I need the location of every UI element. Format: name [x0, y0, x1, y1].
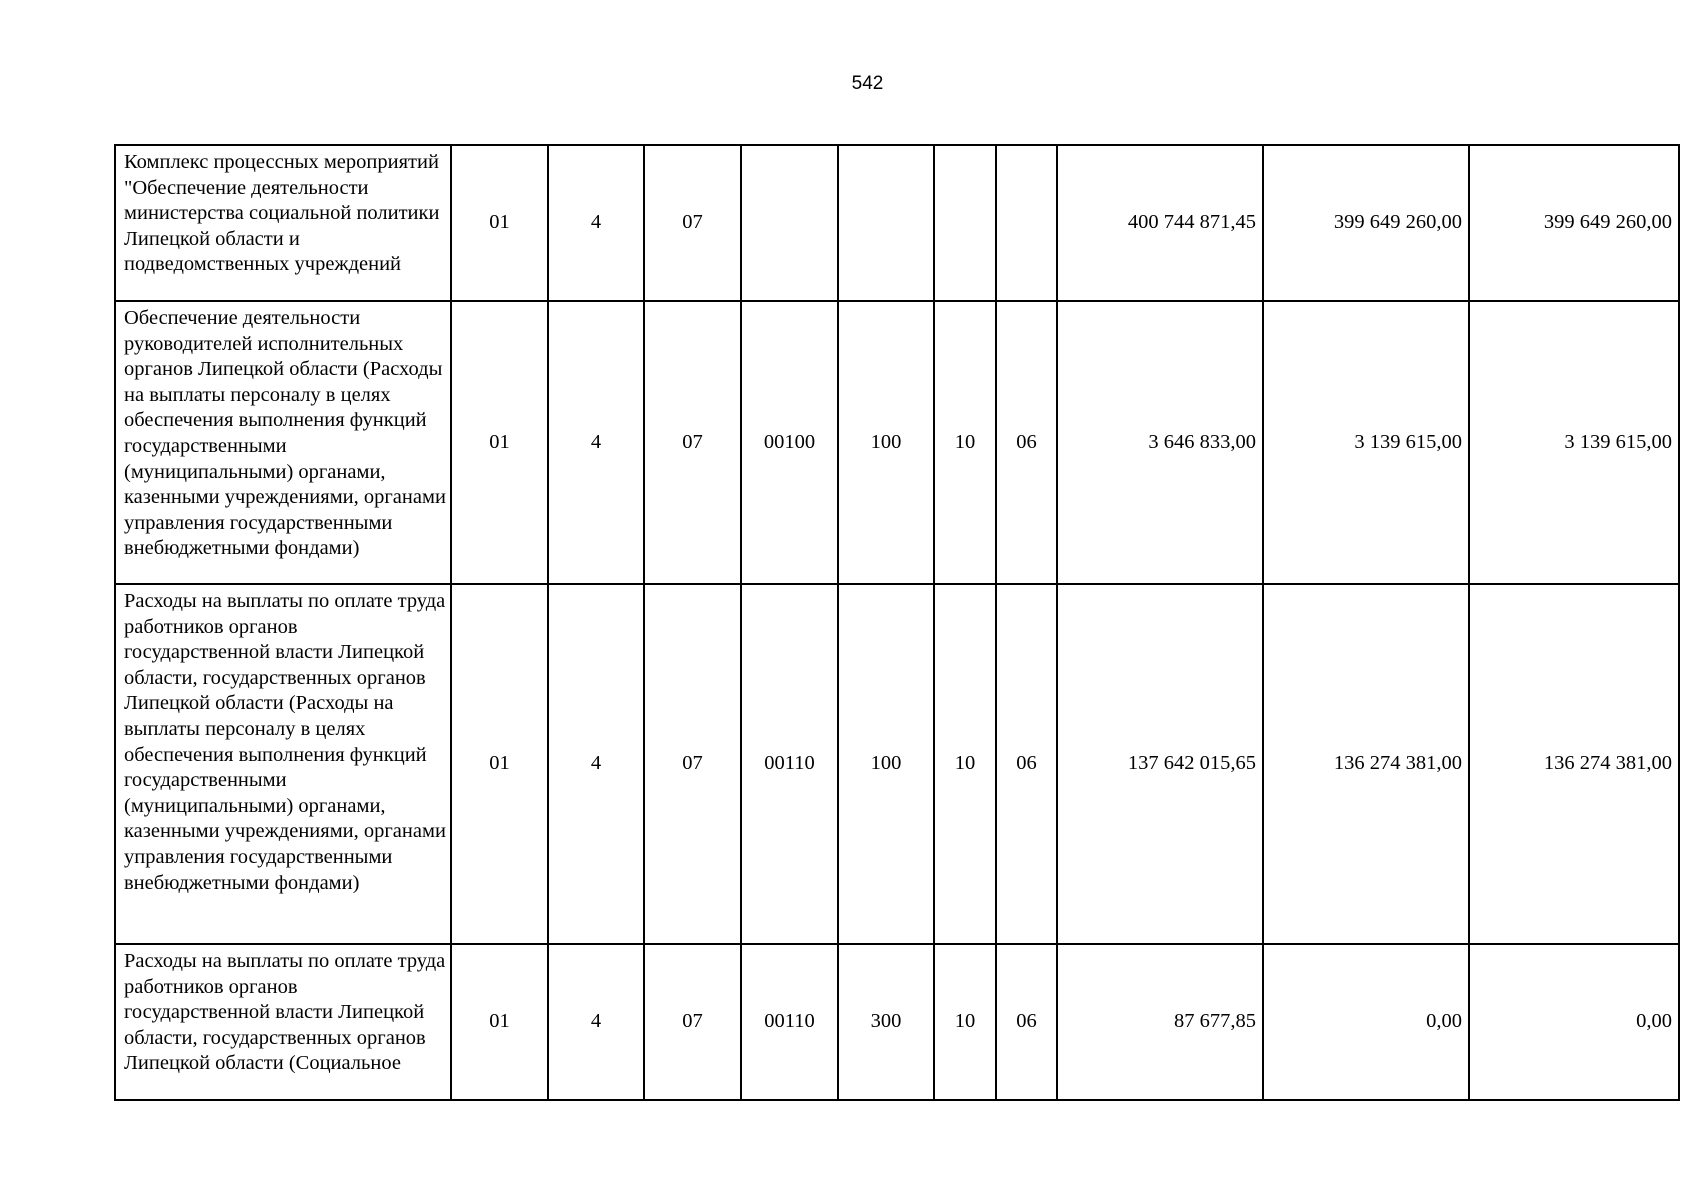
budget-table	[114, 144, 1680, 1101]
code-cell-6: 10	[934, 301, 996, 584]
code-cell-3: 07	[644, 301, 741, 584]
code-cell-6: 10	[934, 944, 996, 1100]
code-cell-3: 07	[644, 145, 741, 301]
code-cell-7: 06	[996, 944, 1057, 1100]
code-cell-5	[838, 145, 934, 301]
code-cell-6	[934, 145, 996, 301]
code-cell-4	[741, 145, 838, 301]
code-cell-3: 07	[644, 584, 741, 944]
row-description: Комплекс процессных мероприятий "Обеспечение деятельности министерства социальной политики Липецкой области и подведомственных учреждений	[115, 145, 451, 301]
code-cell-2: 4	[548, 944, 644, 1100]
code-cell-4: 00100	[741, 301, 838, 584]
code-cell-2: 4	[548, 584, 644, 944]
code-cell-5: 100	[838, 584, 934, 944]
code-cell-2: 4	[548, 301, 644, 584]
amount-cell-2: 399 649 260,00	[1263, 145, 1469, 301]
amount-cell-3: 3 139 615,00	[1469, 301, 1679, 584]
amount-cell-3: 399 649 260,00	[1469, 145, 1679, 301]
code-cell-7	[996, 145, 1057, 301]
amount-cell-3: 0,00	[1469, 944, 1679, 1100]
code-cell-5: 100	[838, 301, 934, 584]
code-cell-7: 06	[996, 301, 1057, 584]
amount-cell-1: 87 677,85	[1057, 944, 1263, 1100]
table-row	[115, 584, 1679, 944]
amount-cell-2: 3 139 615,00	[1263, 301, 1469, 584]
code-cell-1: 01	[451, 584, 548, 944]
row-description: Расходы на выплаты по оплате труда работников органов государственной власти Липецкой области, государственных органов Липецкой области (Расходы на выплаты персоналу в целях обеспечения выполнения функций государственными (муниципальными) органами, казенными учреждениями, органами управления государственными внебюджетными фондами)	[115, 584, 451, 944]
code-cell-3: 07	[644, 944, 741, 1100]
code-cell-6: 10	[934, 584, 996, 944]
code-cell-5: 300	[838, 944, 934, 1100]
row-description: Расходы на выплаты по оплате труда работников органов государственной власти Липецкой области, государственных органов Липецкой области (Социальное	[115, 944, 451, 1100]
page-number: 542	[851, 73, 884, 94]
table-row	[115, 145, 1679, 301]
code-cell-1: 01	[451, 145, 548, 301]
code-cell-1: 01	[451, 301, 548, 584]
amount-cell-3: 136 274 381,00	[1469, 584, 1679, 944]
amount-cell-2: 0,00	[1263, 944, 1469, 1100]
code-cell-4: 00110	[741, 584, 838, 944]
code-cell-7: 06	[996, 584, 1057, 944]
amount-cell-2: 136 274 381,00	[1263, 584, 1469, 944]
code-cell-4: 00110	[741, 944, 838, 1100]
table-row	[115, 944, 1679, 1100]
table-row	[115, 301, 1679, 584]
amount-cell-1: 137 642 015,65	[1057, 584, 1263, 944]
amount-cell-1: 3 646 833,00	[1057, 301, 1263, 584]
amount-cell-1: 400 744 871,45	[1057, 145, 1263, 301]
code-cell-1: 01	[451, 944, 548, 1100]
code-cell-2: 4	[548, 145, 644, 301]
row-description: Обеспечение деятельности руководителей исполнительных органов Липецкой области (Расходы на выплаты персоналу в целях обеспечения выполнения функций государственными (муниципальными) органами, казенными учреждениями, органами управления государственными внебюджетными фондами)	[115, 301, 451, 584]
